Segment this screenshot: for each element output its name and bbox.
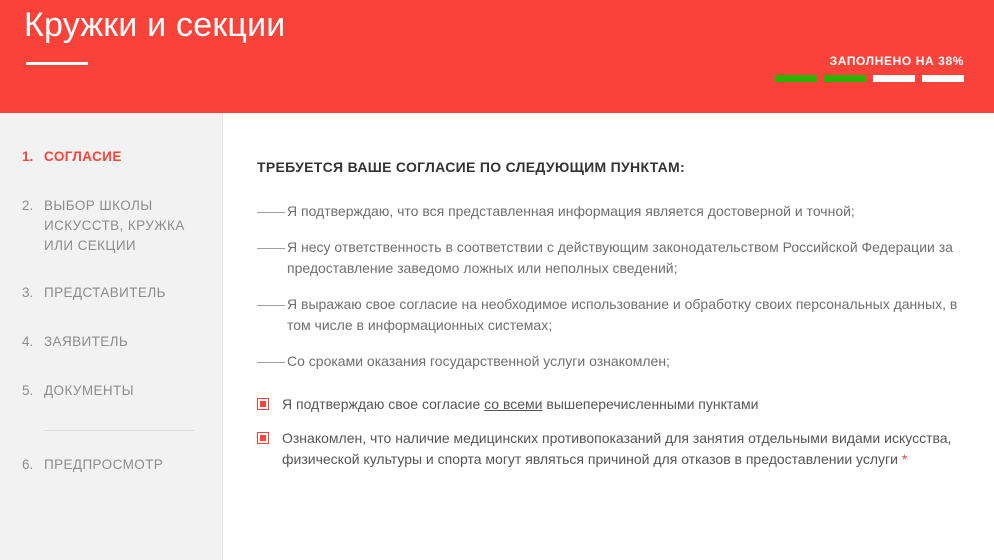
list-item bbox=[257, 237, 964, 279]
checkbox-text-before: Ознакомлен, что наличие медицинских противопоказаний для занятия отдельными видами искусства, физической культуры и спорта могут являться причиной для отказов в предоставлении услуги bbox=[282, 430, 952, 467]
sidebar-item-predprosmotr[interactable] bbox=[0, 455, 222, 477]
step-label: СОГЛАСИЕ bbox=[44, 149, 122, 164]
required-asterisk: * bbox=[901, 451, 908, 467]
sidebar-steps bbox=[0, 113, 223, 560]
progress-segment-4 bbox=[922, 75, 964, 82]
body-area bbox=[0, 113, 994, 560]
checkbox-text-before: Я подтверждаю свое согласие bbox=[282, 396, 485, 412]
consent-checkbox-row-2[interactable] bbox=[257, 428, 964, 470]
sidebar-item-vybor-shkoly[interactable] bbox=[0, 196, 222, 256]
checkbox-medical-contraindications[interactable] bbox=[257, 432, 269, 444]
step-label: ДОКУМЕНТЫ bbox=[44, 383, 135, 398]
main-content bbox=[223, 113, 994, 560]
checkbox-agree-all[interactable] bbox=[257, 398, 269, 410]
consent-checkbox-row-1[interactable] bbox=[257, 394, 964, 415]
step-label: ПРЕДПРОСМОТР bbox=[44, 457, 164, 472]
dash-icon: —— bbox=[257, 353, 285, 369]
consent-list bbox=[257, 201, 964, 372]
progress-bar bbox=[775, 75, 964, 82]
content-heading: ТРЕБУЕТСЯ ВАШЕ СОГЛАСИЕ ПО СЛЕДУЮЩИМ ПУНКТАМ: bbox=[257, 159, 685, 175]
progress-label: ЗАПОЛНЕНО НА 38% bbox=[829, 54, 964, 68]
consent-checkboxes bbox=[257, 394, 964, 470]
page-title: Кружки и секции bbox=[24, 6, 286, 44]
step-number: 1. bbox=[22, 149, 34, 164]
list-item bbox=[257, 351, 964, 372]
progress-indicator bbox=[775, 54, 964, 82]
step-number: 3. bbox=[22, 285, 34, 300]
list-item bbox=[257, 294, 964, 336]
step-number: 2. bbox=[22, 198, 34, 213]
step-label: ЗАЯВИТЕЛЬ bbox=[44, 334, 129, 349]
sidebar-item-predstavitel[interactable] bbox=[0, 283, 222, 305]
step-number: 5. bbox=[22, 383, 34, 398]
progress-segment-3 bbox=[873, 75, 915, 82]
checkbox-text-after: вышеперечисленными пунктами bbox=[542, 396, 759, 412]
step-number: 4. bbox=[22, 334, 34, 349]
step-label: ПРЕДСТАВИТЕЛЬ bbox=[44, 285, 166, 300]
list-item bbox=[257, 201, 964, 222]
consent-text: Со сроками оказания государственной услуги ознакомлен; bbox=[287, 353, 670, 369]
consent-text: Я несу ответственность в соответствии с действующим законодательством Российской Федерации за предоставление заведомо ложных или неполных сведений; bbox=[287, 239, 953, 276]
consent-text: Я подтверждаю, что вся представленная информация является достоверной и точной; bbox=[287, 203, 855, 219]
checkbox-text-underlined: со всеми bbox=[484, 396, 543, 412]
dash-icon: —— bbox=[257, 239, 285, 255]
step-number: 6. bbox=[22, 457, 34, 472]
title-underline bbox=[26, 62, 88, 65]
sidebar-item-dokumenty[interactable] bbox=[0, 381, 222, 403]
progress-segment-2 bbox=[824, 75, 866, 82]
dash-icon: —— bbox=[257, 203, 285, 219]
page-header bbox=[0, 0, 994, 113]
consent-text: Я выражаю свое согласие на необходимое использование и обработку своих персональных данных, в том числе в информационных системах; bbox=[287, 296, 958, 333]
checkbox-label bbox=[282, 394, 758, 415]
sidebar-divider bbox=[44, 430, 194, 431]
sidebar-item-soglasie[interactable] bbox=[0, 147, 222, 169]
progress-segment-1 bbox=[775, 75, 817, 82]
dash-icon: —— bbox=[257, 296, 285, 312]
step-label: ВЫБОР ШКОЛЫ ИСКУССТВ, КРУЖКА ИЛИ СЕКЦИИ bbox=[44, 198, 185, 253]
sidebar-item-zayavitel[interactable] bbox=[0, 332, 222, 354]
checkbox-label bbox=[282, 428, 964, 470]
